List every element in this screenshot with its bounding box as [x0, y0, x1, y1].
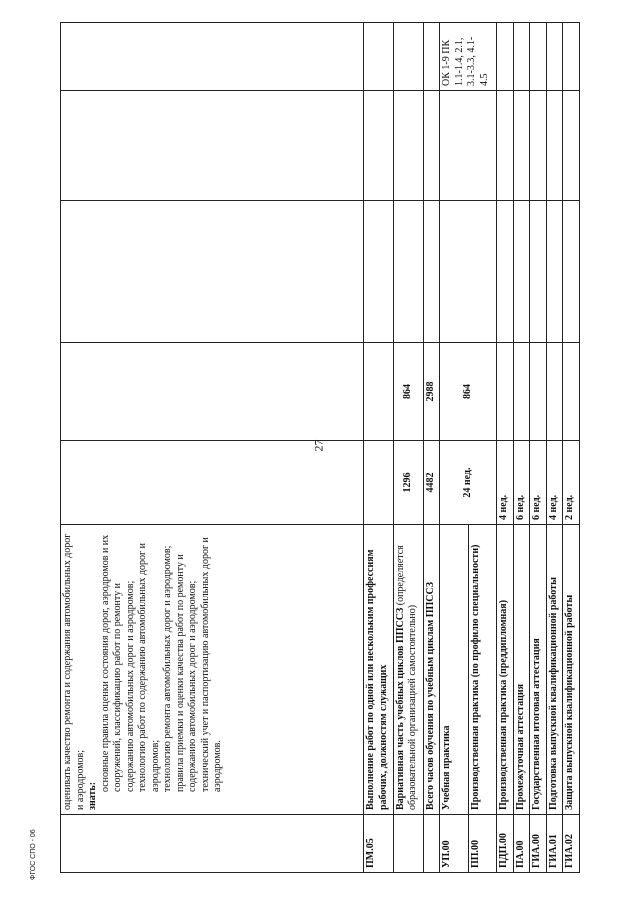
title-cell: Выполнение работ по одной или нескольким профессиям рабочих, должностям служащих — [364, 525, 394, 815]
empty-cell — [563, 201, 580, 343]
hours-cell: 4 нед. — [546, 441, 563, 525]
content-line: технический учет и паспортизацию автомобильных дорог и аэродромов. — [199, 537, 223, 792]
index-cell: ГИА.01 — [546, 815, 563, 873]
hours-cell: 24 нед. — [440, 441, 497, 525]
hours-cell: 4482 — [423, 441, 440, 525]
table-row — [61, 23, 364, 873]
page-number: 27 — [311, 439, 326, 452]
empty-cell — [497, 201, 514, 343]
empty-cell — [513, 91, 530, 201]
curriculum-sheet — [60, 23, 580, 873]
empty-cell — [393, 91, 423, 201]
content-line: правила приемки и оценки качества работ по ремонту и содержанию автомобильных дорог и аэродромов; — [174, 554, 198, 792]
index-cell: ГИА.00 — [530, 815, 547, 873]
hours-cell: 1296 — [393, 441, 423, 525]
table-row — [440, 23, 468, 873]
empty-cell — [440, 91, 497, 201]
codes-cell — [61, 23, 364, 91]
title-cell: Производственная практика (по профилю специальности) — [468, 525, 496, 815]
codes-cell — [364, 23, 394, 91]
codes-cell — [497, 23, 514, 91]
hours-cell — [497, 343, 514, 441]
title-cell: Промежуточная аттестация — [513, 525, 530, 815]
table-row — [393, 23, 423, 873]
table-row — [497, 23, 514, 873]
hours-cell: 864 — [393, 343, 423, 441]
curriculum-table — [60, 22, 580, 873]
title-cell: Государственная итоговая аттестация — [530, 525, 547, 815]
empty-cell — [563, 91, 580, 201]
hours-cell — [364, 343, 394, 441]
empty-cell — [497, 91, 514, 201]
hours-cell — [530, 343, 547, 441]
title-cell — [393, 525, 423, 815]
hours-cell: 864 — [440, 343, 497, 441]
hours-cell: 2988 — [423, 343, 440, 441]
hours-cell: 6 нед. — [530, 441, 547, 525]
empty-cell — [440, 201, 497, 343]
index-cell — [61, 815, 364, 873]
hours-cell: 2 нед. — [563, 441, 580, 525]
index-cell: ГИА.02 — [563, 815, 580, 873]
content-line: оценивать качество ремонта и содержания автомобильных дорог и аэродромов; — [62, 533, 86, 810]
title-cell: Подготовка выпускной квалификационной работы — [546, 525, 563, 815]
table-row — [563, 23, 580, 873]
table-row — [546, 23, 563, 873]
title-cell: Учебная практика — [440, 525, 468, 815]
hours-cell: 6 нед. — [513, 441, 530, 525]
empty-cell — [61, 91, 364, 201]
footer-mark: ФГОС СПО - 06 — [30, 829, 37, 880]
index-cell: ПДП.00 — [497, 815, 514, 873]
empty-cell — [423, 91, 440, 201]
table-row — [513, 23, 530, 873]
subtitle-text: (определяется образовательной организацией самостоятельно) — [394, 545, 419, 810]
empty-cell — [530, 201, 547, 343]
hours-cell — [546, 343, 563, 441]
index-cell: ПП.00 — [468, 815, 496, 873]
table-row — [423, 23, 440, 873]
codes-cell — [393, 23, 423, 91]
content-line: основные правила оценки состояния дорог, аэродромов и их сооружений, классификацию работ по ремонту и содержанию автомобильных дорог и аэродромов; — [99, 534, 136, 792]
hours-cell — [61, 343, 364, 441]
hours-cell: 4 нед. — [497, 441, 514, 525]
hours-cell — [563, 343, 580, 441]
empty-cell — [546, 201, 563, 343]
index-cell: ПА.00 — [513, 815, 530, 873]
hours-cell — [513, 343, 530, 441]
codes-cell — [546, 23, 563, 91]
empty-cell — [364, 201, 394, 343]
index-cell — [423, 815, 440, 873]
empty-cell — [364, 91, 394, 201]
title-cell: Производственная практика (преддипломная) — [497, 525, 514, 815]
title-text: Вариативная часть учебных циклов ППССЗ — [394, 607, 406, 810]
empty-cell — [513, 201, 530, 343]
title-cell: Всего часов обучения по учебным циклам ППССЗ — [423, 525, 440, 815]
codes-cell — [563, 23, 580, 91]
codes-cell: ОК 1-9 ПК 1.1-1.4, 2.1, 3.1-3.3, 4.1-4.5 — [440, 23, 497, 91]
index-cell: УП.00 — [440, 815, 468, 873]
title-cell: Защита выпускной квалификационной работы — [563, 525, 580, 815]
index-cell — [393, 815, 423, 873]
empty-cell — [530, 91, 547, 201]
codes-cell — [530, 23, 547, 91]
table-row — [530, 23, 547, 873]
content-line: технологию ремонта автомобильных дорог и аэродромов; — [162, 545, 173, 792]
hours-cell — [61, 441, 364, 525]
codes-cell — [513, 23, 530, 91]
empty-cell — [393, 201, 423, 343]
empty-cell — [546, 91, 563, 201]
empty-cell — [423, 201, 440, 343]
content-cell — [61, 525, 364, 815]
content-line: знать: — [87, 781, 98, 810]
hours-cell — [364, 441, 394, 525]
index-cell: ПМ.05 — [364, 815, 394, 873]
codes-cell — [423, 23, 440, 91]
empty-cell — [61, 201, 364, 343]
content-line: технологию работ по содержанию автомобильных дорог и аэродромов; — [137, 542, 161, 792]
table-row — [364, 23, 394, 873]
